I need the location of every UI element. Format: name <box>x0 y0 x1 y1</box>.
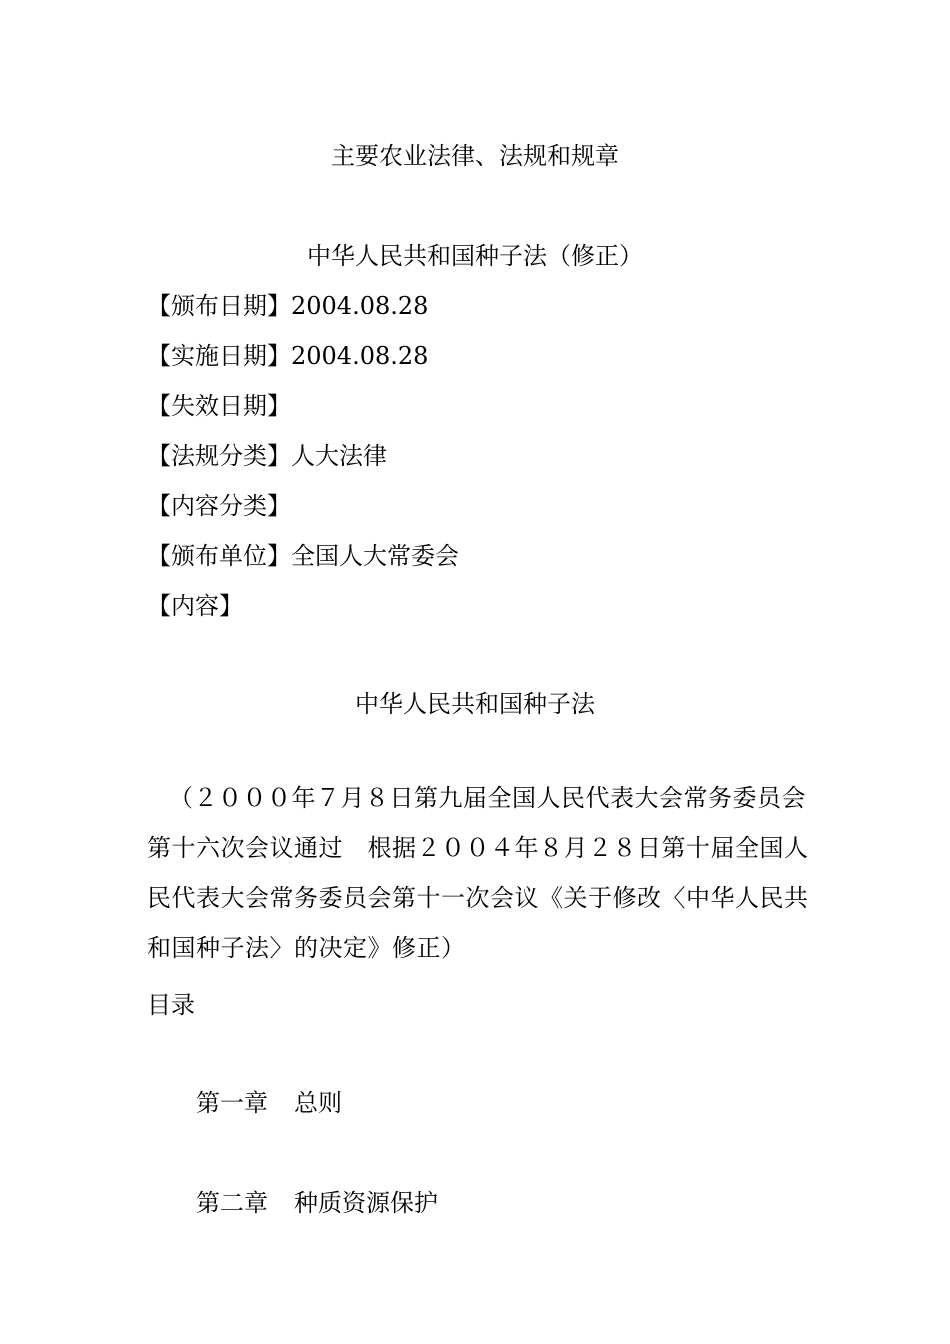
body-title: 中华人民共和国种子法 <box>355 690 595 718</box>
meta-effective-date: 【实施日期】2004.08.28 <box>147 342 429 370</box>
meta-regulation-category: 【法规分类】人大法律 <box>147 442 387 470</box>
meta-issuing-body: 【颁布单位】全国人大常委会 <box>147 542 459 570</box>
toc-chapter-title: 种质资源保护 <box>294 1189 438 1217</box>
toc-label: 目录 <box>147 991 195 1019</box>
law-heading: 中华人民共和国种子法（修正） <box>307 242 643 270</box>
toc-chapter-number: 第二章 <box>196 1189 268 1217</box>
toc-chapter-title: 总则 <box>294 1089 342 1117</box>
toc-item <box>196 1183 438 1218</box>
toc-item <box>196 1083 342 1118</box>
meta-content-category: 【内容分类】 <box>147 492 291 520</box>
toc-chapter-number: 第一章 <box>196 1089 268 1117</box>
meta-content: 【内容】 <box>147 592 243 620</box>
preamble-paragraph: （２０００年７月８日第九届全国人民代表大会常务委员会第十六次会议通过 根据２００４年８月２８日第十届全国人民代表大会常务委员会第十一次会议《关于修改〈中华人民共和国种子法〉的决定》修正） <box>147 784 809 962</box>
meta-expiry-date: 【失效日期】 <box>147 392 291 420</box>
document-header: 主要农业法律、法规和规章 <box>331 142 619 170</box>
meta-issue-date: 【颁布日期】2004.08.28 <box>147 292 429 320</box>
